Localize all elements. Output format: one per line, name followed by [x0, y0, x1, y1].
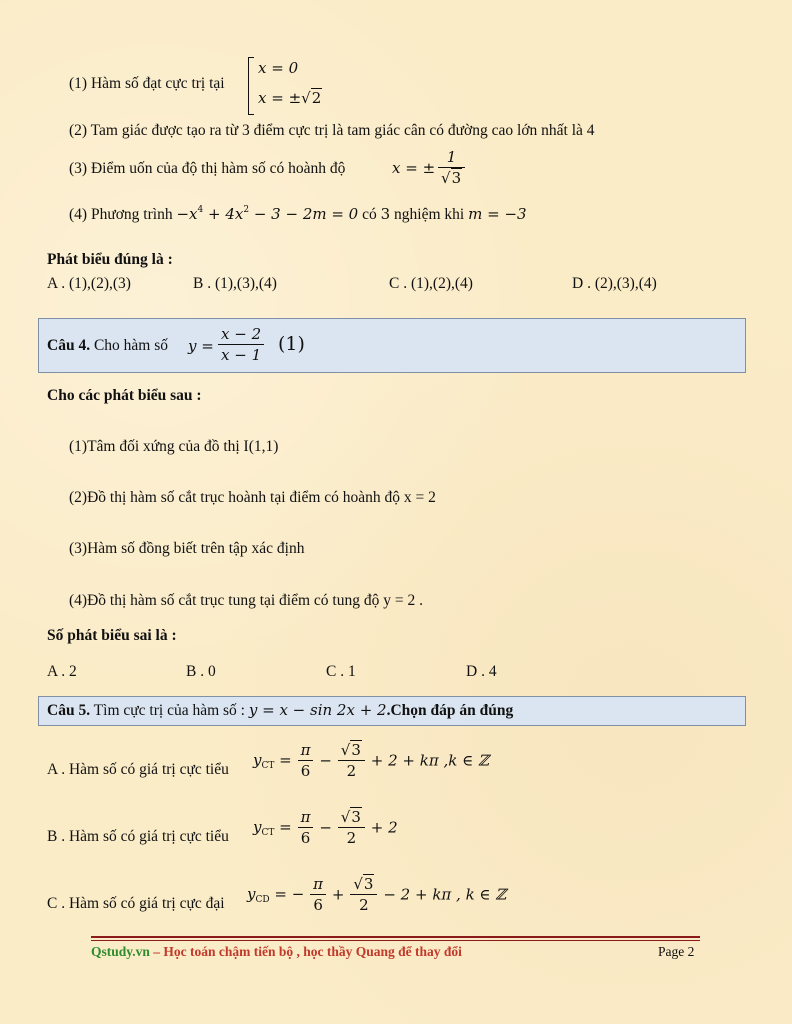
q3-option-b[interactable]: B . (1),(3),(4) — [193, 275, 277, 292]
statement-1: (1) Hàm số đạt cực trị tại — [69, 75, 225, 92]
q4-intro: Cho các phát biểu sau : — [47, 387, 202, 404]
footer-divider-thin — [91, 940, 700, 941]
footer-slogan: – Học toán chậm tiến bộ , học thầy Quang để thay đổi — [149, 944, 462, 959]
footer-text — [91, 944, 462, 960]
q5-option-b-formula: $y_{CT}$ = $\frac{\pi}{6}$ − $\frac{√3}{2}$ + 2 — [253, 808, 398, 847]
sqrt-2: √2 — [301, 89, 322, 107]
q3-option-d[interactable]: D . (2),(3),(4) — [572, 275, 657, 292]
question-5-title: Câu 5. Tìm cực trị của hàm số : y = x − sin 2x + 2.Chọn đáp án đúng — [47, 701, 514, 719]
cases-bracket — [248, 57, 254, 115]
q4-option-b[interactable]: B . 0 — [186, 663, 216, 680]
statement-2: (2) Tam giác được tạo ra từ 3 điểm cực trị là tam giác cân có đường cao lớn nhất là 4 — [69, 122, 595, 139]
q5-option-b[interactable]: B . Hàm số có giá trị cực tiểu — [47, 828, 229, 845]
footer-site[interactable]: Qstudy.vn — [91, 944, 150, 959]
q4-option-a[interactable]: A . 2 — [47, 663, 77, 680]
q5-option-a[interactable]: A . Hàm số có giá trị cực tiểu — [47, 761, 229, 778]
q4-fraction: $\frac{x - 2}{x - 1}$ — [216, 324, 266, 365]
q5-option-a-formula: $y_{CT}$ = $\frac{\pi}{6}$ − $\frac{√3}{2}$ + 2 + kπ ,k ∈ ℤ — [253, 741, 489, 780]
case-1: x = 0 — [258, 59, 299, 77]
q4-statement-3: (3)Hàm số đồng biết trên tập xác định — [69, 540, 305, 557]
q4-option-d[interactable]: D . 4 — [466, 663, 497, 680]
q4-y-eq: y = — [188, 337, 214, 355]
q4-prompt: Số phát biểu sai là : — [47, 627, 177, 644]
case-2: x = ±√2 — [258, 89, 322, 107]
q4-statement-4: (4)Đồ thị hàm số cắt trục tung tại điểm có tung độ y = 2 . — [69, 592, 423, 609]
q3-option-c[interactable]: C . (1),(2),(4) — [389, 275, 473, 292]
q4-statement-2: (2)Đồ thị hàm số cắt trục hoành tại điểm có hoành độ x = 2 — [69, 489, 436, 506]
q4-statement-1: (1)Tâm đối xứng của đồ thị I(1,1) — [69, 438, 279, 455]
q4-option-c[interactable]: C . 1 — [326, 663, 356, 680]
page-number: Page 2 — [658, 944, 695, 959]
footer-divider — [91, 936, 700, 938]
question-4-title: Câu 4. Cho hàm số — [47, 337, 169, 354]
q3-prompt: Phát biểu đúng là : — [47, 251, 173, 268]
q3-option-a[interactable]: A . (1),(2),(3) — [47, 275, 131, 292]
fraction-1-sqrt3: $\frac{1}{√3}$ — [436, 147, 467, 188]
inflection-x: x = ± — [392, 159, 436, 177]
q4-tag: (1) — [278, 333, 305, 355]
statement-4: (4) Phương trình $-x^4 + 4x^2 - 3 - 2m = 0$ có 3 nghiệm khi m = −3 — [69, 205, 527, 223]
statement-3: (3) Điểm uốn của độ thị hàm số có hoành độ — [69, 160, 346, 177]
q5-option-c-formula: $y_{CD}$ = − $\frac{\pi}{6}$ + $\frac{√3}{2}$ − 2 + kπ , k ∈ ℤ — [247, 875, 507, 914]
q5-option-c[interactable]: C . Hàm số có giá trị cực đại — [47, 895, 225, 912]
